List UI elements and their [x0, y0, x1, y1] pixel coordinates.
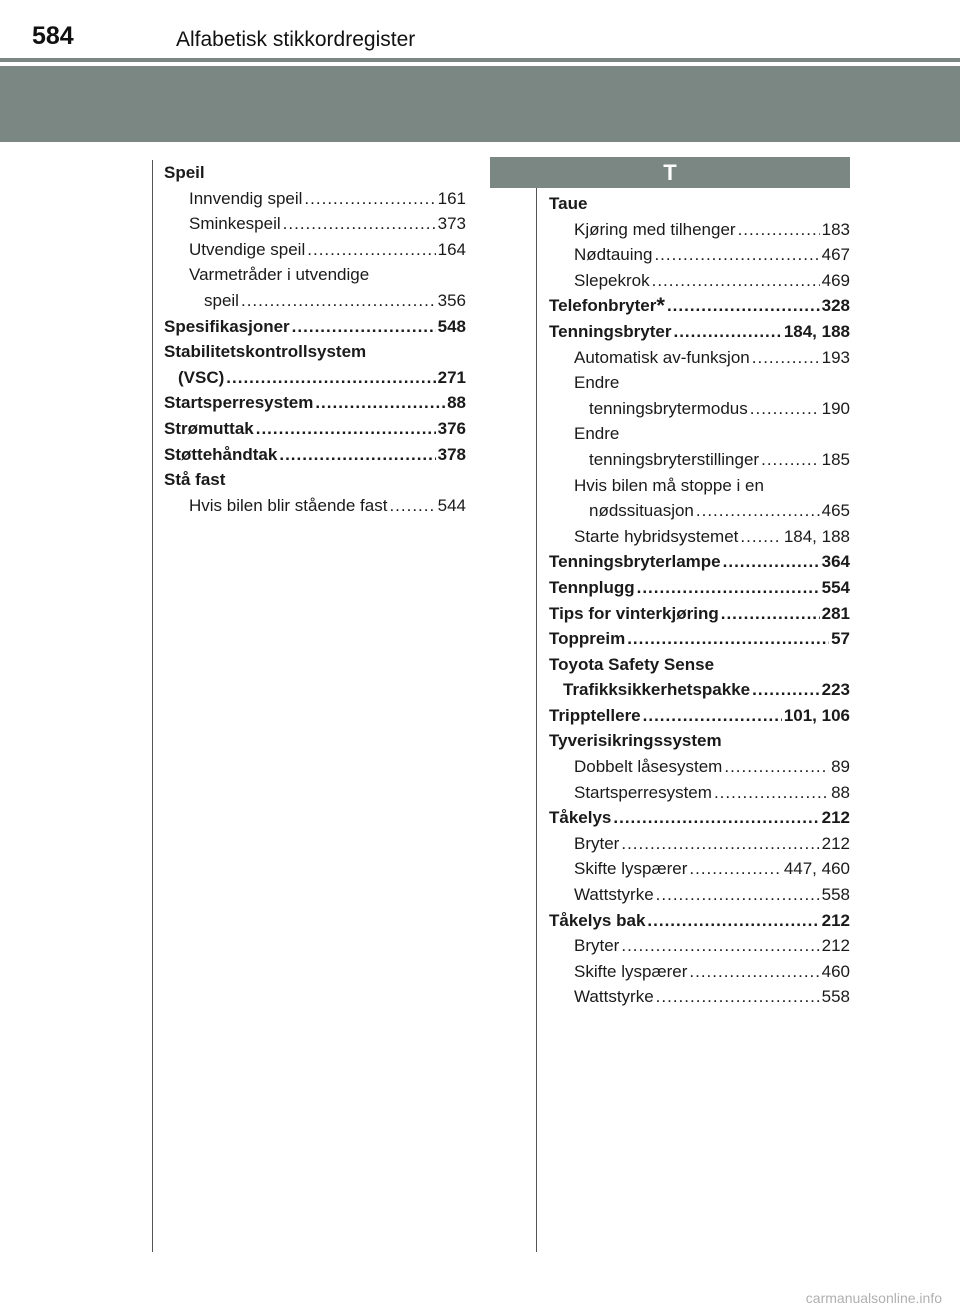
index-entry — [549, 856, 850, 882]
index-term: Startsperresystem — [164, 393, 314, 413]
leader-dots — [752, 345, 820, 371]
index-term: Hvis bilen blir stående fast — [189, 495, 388, 515]
leader-dots — [752, 677, 820, 703]
index-page-ref[interactable]: 469 — [821, 270, 850, 290]
index-term: Tåkelys bak — [549, 910, 646, 930]
index-entry — [549, 549, 850, 575]
leader-dots — [627, 626, 829, 652]
index-entry — [549, 754, 850, 780]
index-entry — [549, 370, 850, 396]
index-term: Hvis bilen må stoppe i en — [574, 475, 764, 495]
index-entry — [164, 262, 466, 288]
index-term: Varmetråder i utvendige — [189, 265, 370, 285]
index-page-ref[interactable]: 190 — [821, 398, 850, 418]
index-term: Bryter — [574, 936, 620, 956]
index-term: Speil — [164, 163, 205, 182]
index-term: Spesifikasjoner — [164, 316, 290, 336]
index-term: Startsperresystem — [574, 782, 712, 802]
index-page-ref[interactable]: 378 — [437, 444, 466, 464]
leader-dots — [673, 319, 781, 345]
header-band — [0, 66, 960, 142]
index-entry — [164, 160, 466, 186]
index-entry — [164, 288, 466, 314]
leader-dots — [283, 211, 436, 237]
index-page-ref[interactable]: 212 — [821, 936, 850, 956]
index-entry — [164, 365, 466, 391]
index-entry — [164, 339, 466, 365]
page-number: 584 — [32, 22, 74, 50]
index-term: Endre — [574, 424, 620, 444]
index-term: Tåkelys — [549, 808, 612, 828]
index-term: Tennplugg — [549, 577, 635, 597]
index-entry — [549, 473, 850, 499]
index-entry — [549, 396, 850, 422]
middle-column-rule — [536, 160, 537, 1252]
section-letter-heading: T — [490, 157, 850, 188]
leader-dots — [740, 524, 781, 550]
index-term: Slepekrok — [574, 270, 650, 290]
watermark: carmanualsonline.info — [805, 1290, 942, 1306]
index-page-ref[interactable]: 223 — [821, 680, 850, 700]
index-page-ref[interactable]: 281 — [821, 603, 850, 623]
index-entry — [549, 959, 850, 985]
index-entry — [549, 831, 850, 857]
index-term: Tenningsbryter — [549, 321, 672, 341]
index-entry — [549, 498, 850, 524]
index-page-ref[interactable]: 185 — [821, 449, 850, 469]
index-term: speil — [204, 290, 239, 310]
leader-dots — [621, 933, 819, 959]
index-entry — [549, 728, 850, 754]
leader-dots — [721, 601, 820, 627]
index-column-left — [164, 160, 466, 518]
leader-dots — [315, 390, 445, 416]
index-term: Starte hybridsystemet — [574, 526, 739, 546]
leader-dots — [750, 396, 820, 422]
index-entry — [549, 524, 850, 550]
index-page-ref[interactable]: 328 — [821, 296, 850, 316]
index-page-ref[interactable]: 548 — [437, 316, 466, 336]
index-entry — [164, 390, 466, 416]
index-entry — [549, 652, 850, 678]
leader-dots — [714, 780, 829, 806]
index-term: Taue — [549, 194, 588, 213]
index-entry — [549, 319, 850, 345]
leader-dots — [389, 493, 435, 519]
index-entry — [549, 447, 850, 473]
leader-dots — [226, 365, 435, 391]
index-term: Utvendige speil — [189, 239, 306, 259]
index-term: Skifte lyspærer — [574, 859, 688, 879]
index-term: Toyota Safety Sense — [549, 654, 715, 674]
index-entry — [549, 677, 850, 703]
index-page-ref[interactable]: 184, 188 — [783, 526, 850, 546]
index-term: tenningsbrytermodus — [589, 398, 748, 418]
index-page-ref[interactable]: 447, 460 — [783, 859, 850, 879]
index-term: tenningsbryterstillinger — [589, 449, 760, 469]
index-page-ref[interactable]: 544 — [437, 495, 466, 515]
index-page-ref[interactable]: 212 — [821, 910, 850, 930]
index-term: Kjøring med tilhenger — [574, 219, 736, 239]
index-entry — [164, 237, 466, 263]
index-page-ref[interactable]: 57 — [831, 629, 850, 649]
index-term: Bryter — [574, 833, 620, 853]
index-page-ref[interactable]: 376 — [437, 418, 466, 438]
index-page-ref[interactable]: 271 — [437, 367, 466, 387]
index-page-ref[interactable]: 183 — [821, 219, 850, 239]
leader-dots — [656, 984, 820, 1010]
index-term: Støttehåndtak — [164, 444, 278, 464]
index-page-ref[interactable]: 364 — [821, 552, 850, 572]
leader-dots — [689, 856, 781, 882]
index-entry — [164, 467, 466, 493]
index-term: Automatisk av-funksjon — [574, 347, 750, 367]
index-term: nødssituasjon — [589, 501, 694, 521]
index-page-ref[interactable]: 101, 106 — [783, 705, 850, 725]
index-term: Innvendig speil — [189, 188, 303, 208]
index-page-ref[interactable]: 88 — [447, 393, 466, 413]
leader-dots — [738, 217, 820, 243]
leader-dots — [652, 268, 820, 294]
index-page-ref[interactable]: 558 — [821, 987, 850, 1007]
index-entry — [549, 242, 850, 268]
index-term: Wattstyrke — [574, 987, 654, 1007]
leader-dots — [241, 288, 436, 314]
leader-dots — [724, 754, 829, 780]
index-entry — [549, 805, 850, 831]
index-entry — [549, 933, 850, 959]
index-entry — [164, 493, 466, 519]
index-term: Tripptellere — [549, 705, 641, 725]
index-entry: Telefonbryter * ..... 328 — [549, 293, 850, 319]
index-term: Tips for vinterkjøring — [549, 603, 719, 623]
index-term: Toppreim — [549, 629, 626, 649]
index-entry — [549, 191, 850, 217]
index-term: Dobbelt låsesystem — [574, 757, 723, 777]
index-page-ref[interactable]: 212 — [821, 833, 850, 853]
page-title: Alfabetisk stikkordregister — [176, 28, 416, 51]
leader-dots — [761, 447, 820, 473]
index-page-ref[interactable]: 89 — [831, 757, 850, 777]
leader-dots — [637, 575, 820, 601]
index-term: Stabilitetskontrollsystem — [164, 342, 367, 362]
index-entry — [549, 908, 850, 934]
index-page-ref[interactable]: 164 — [437, 239, 466, 259]
index-entry — [164, 416, 466, 442]
index-term: Trafikksikkerhetspakke — [563, 680, 751, 700]
index-entry — [164, 211, 466, 237]
leader-dots — [613, 805, 819, 831]
index-term: Endre — [574, 373, 620, 393]
index-entry — [164, 442, 466, 468]
leader-dots — [256, 416, 436, 442]
index-entry — [164, 314, 466, 340]
leader-dots — [689, 959, 819, 985]
index-entry — [549, 984, 850, 1010]
index-entry — [549, 626, 850, 652]
index-page-ref[interactable]: 558 — [821, 885, 850, 905]
leader-dots — [304, 186, 435, 212]
leader-dots — [654, 242, 819, 268]
leader-dots — [667, 293, 820, 319]
leader-dots — [621, 831, 819, 857]
leader-dots — [279, 442, 435, 468]
leader-dots — [656, 882, 820, 908]
index-entry — [164, 186, 466, 212]
index-entry — [549, 882, 850, 908]
index-page-ref[interactable]: 554 — [821, 577, 850, 597]
index-page-ref[interactable]: 356 — [437, 290, 466, 310]
leader-dots — [643, 703, 782, 729]
index-page-ref[interactable]: 467 — [821, 245, 850, 265]
index-entry — [549, 345, 850, 371]
index-page-ref[interactable]: 161 — [437, 188, 466, 208]
index-term: Wattstyrke — [574, 885, 654, 905]
index-entry — [549, 421, 850, 447]
index-page-ref[interactable]: 212 — [821, 808, 850, 828]
leader-dots — [647, 908, 819, 934]
header-rule — [0, 58, 960, 62]
index-page-ref[interactable]: 373 — [437, 214, 466, 234]
index-term: Stå fast — [164, 470, 226, 490]
leader-dots — [307, 237, 435, 263]
index-page-ref[interactable]: 184, 188 — [783, 321, 850, 341]
index-page-ref[interactable]: 460 — [821, 961, 850, 981]
leader-dots — [292, 314, 436, 340]
index-entry — [549, 601, 850, 627]
index-term: Skifte lyspærer — [574, 961, 688, 981]
index-column-right — [549, 191, 850, 1010]
index-term: (VSC) — [178, 367, 225, 387]
index-entry — [549, 217, 850, 243]
index-term: Strømuttak — [164, 418, 254, 438]
index-term: Tyverisikringssystem — [549, 731, 722, 751]
index-entry — [549, 575, 850, 601]
index-page-ref[interactable]: 88 — [831, 782, 850, 802]
index-entry — [549, 780, 850, 806]
index-term: Sminkespeil — [189, 214, 281, 234]
leader-dots — [696, 498, 820, 524]
index-term: Nødtauing — [574, 245, 653, 265]
leader-dots — [723, 549, 820, 575]
index-page-ref[interactable]: 465 — [821, 501, 850, 521]
left-column-rule — [152, 160, 153, 1252]
index-page-ref[interactable]: 193 — [821, 347, 850, 367]
index-term: Telefonbryter — [549, 296, 657, 316]
index-entry — [549, 268, 850, 294]
index-entry — [549, 703, 850, 729]
index-term: Tenningsbryterlampe — [549, 552, 721, 572]
